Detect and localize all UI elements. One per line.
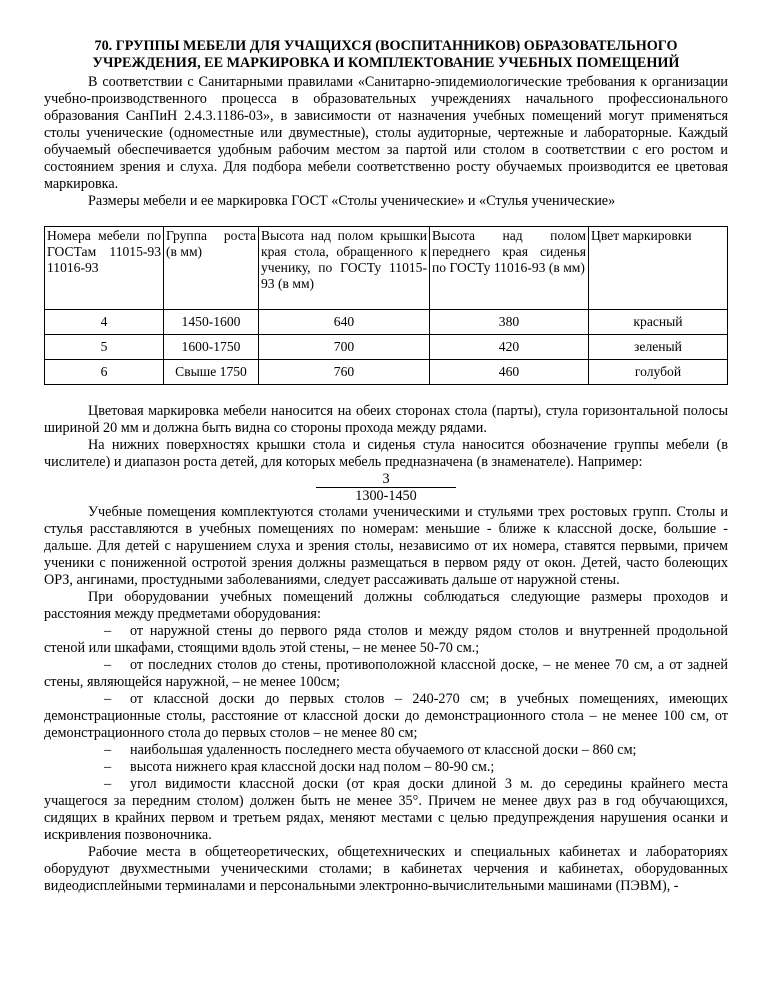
list-item	[44, 691, 728, 742]
table-cell: 760	[259, 360, 430, 385]
table-cell: 700	[259, 335, 430, 360]
table-cell: Свыше 1750	[164, 360, 259, 385]
document-title: 70. ГРУППЫ МЕБЕЛИ ДЛЯ УЧАЩИХСЯ (ВОСПИТАННИКОВ) ОБРАЗОВАТЕЛЬНОГО УЧРЕЖДЕНИЯ, ЕЕ МАРКИРОВКА И КОМПЛЕКТОВАНИЕ УЧЕБНЫХ ПОМЕЩЕНИЙ	[92, 38, 680, 71]
equipment-paragraph: При оборудовании учебных помещений должны соблюдаться следующие размеры проходов и расстояния между предметами оборудования:	[44, 589, 728, 622]
table-cell: красный	[589, 310, 728, 335]
list-item-text: от наружной стены до первого ряда столов и между рядом столов и внутренней продольной стеной или шкафами, стоящими вдоль этой стены, – не менее 50-70 см.;	[44, 623, 728, 656]
list-item-text: от последних столов до стены, противоположной классной доске, – не менее 70 см, а от задней стены, являющейся наружной, – не менее 100см;	[44, 657, 728, 690]
table-cell: 1450-1600	[164, 310, 259, 335]
fraction-numerator: 3	[316, 471, 456, 488]
workplaces-paragraph: Рабочие места в общетеоретических, общетехнических и специальных кабинетах и лабораториях оборудуют двухместными ученическими столами; в кабинетах черчения и кабинетах, оборудованных видеодисплейными терминалами и персональными электронно-вычислительными машинами (ПЭВМ), -	[44, 844, 728, 894]
list-item	[44, 742, 728, 759]
intro-paragraph: В соответствии с Санитарными правилами «Санитарно-эпидемиологические требования к организации учебно-производственного процесса в образовательных учреждениях начального профессионального образования СанПиН 2.4.3.1186-03», в зависимости от назначения учебных помещений могут применяться столы ученические (одноместные или двуместные), столы аудиторные, чертежные и лабораторные. Каждый обучаемый обеспечивается удобным рабочим местом за партой или столом в соответствии с его ростом и состоянием зрения и слуха. Для подбора мебели соответственно росту обучаемых производится ее цветовая маркировка.	[44, 74, 728, 192]
list-item	[44, 657, 728, 691]
table-row	[45, 335, 728, 360]
example-fraction	[44, 471, 728, 504]
list-item	[44, 759, 728, 776]
table-cell: 460	[430, 360, 589, 385]
header-marking-color: Цвет маркировки	[589, 227, 728, 310]
list-item-text: высота нижнего края классной доски над полом – 80-90 см.;	[130, 759, 495, 775]
table-cell: 380	[430, 310, 589, 335]
list-item-text: наибольшая удаленность последнего места обучаемого от классной доски – 860 см;	[130, 742, 637, 758]
dash-marker: –	[104, 759, 112, 775]
list-item-text: от классной доски до первых столов – 240-270 см; в учебных помещениях, имеющих демонстрационные столы, расстояние от классной доски до демонстрационного стола – не менее 100 см, от демонстрационного стола до первых столов – не менее 80 см;	[44, 691, 728, 741]
designation-paragraph: На нижних поверхностях крышки стола и сиденья стула наносится обозначение группы мебели (в числителе) и диапазон роста детей, для которых мебель предназначена (в знаменателе). Например:	[44, 437, 728, 470]
header-table-height: Высота над полом крышки края стола, обращенного к ученику, по ГОСТу 11015-93 (в мм)	[259, 227, 430, 310]
table-row	[45, 360, 728, 385]
marking-paragraph: Цветовая маркировка мебели наносится на обеих сторонах стола (парты), стула горизонтальной полосы шириной 20 мм и должна быть видна со стороны прохода между рядами.	[44, 403, 728, 436]
list-item	[44, 776, 728, 844]
list-item	[44, 623, 728, 657]
fraction-denominator: 1300-1450	[355, 488, 417, 504]
header-seat-height: Высота над полом переднего края сиденья по ГОСТу 11016-93 (в мм)	[430, 227, 589, 310]
table-row	[45, 310, 728, 335]
dash-marker: –	[104, 742, 112, 758]
furniture-table	[44, 226, 728, 385]
table-cell: 420	[430, 335, 589, 360]
table-cell: 6	[45, 360, 164, 385]
document-page	[44, 38, 728, 895]
list-item-text: угол видимости классной доски (от края доски длиной 3 м. до середины крайнего места учащегося за передним столом) должен быть не менее 35°. Причем не менее двух раз в год обучающихся, сидящих в крайних первом и третьем рядах, меняют местами с целью предупреждения нарушения осанки и искривления позвоночника.	[44, 776, 728, 843]
header-furniture-number: Номера мебели по ГОСТам 11015-93 11016-93	[45, 227, 164, 310]
dash-marker: –	[104, 776, 112, 792]
table-header-row	[45, 227, 728, 310]
table-cell: 1600-1750	[164, 335, 259, 360]
dash-marker: –	[104, 623, 112, 639]
table-caption: Размеры мебели и ее маркировка ГОСТ «Столы ученические» и «Стулья ученические»	[88, 193, 616, 209]
dash-marker: –	[104, 657, 112, 673]
table-cell: голубой	[589, 360, 728, 385]
dash-marker: –	[104, 691, 112, 707]
table-cell: зеленый	[589, 335, 728, 360]
table-cell: 5	[45, 335, 164, 360]
header-height-group: Группа роста (в мм)	[164, 227, 259, 310]
table-cell: 4	[45, 310, 164, 335]
rooms-paragraph: Учебные помещения комплектуются столами ученическими и стульями трех ростовых групп. Столы и стулья расставляются в учебных помещениях по номерам: меньшие - ближе к классной доске, большие - дальше. Для детей с нарушением слуха и зрения столы, независимо от их номера, ставятся первыми, причем ученики с пониженной остротой зрения должны размещаться в первом ряду от окон. Детей, часто болеющих ОРЗ, ангинами, простудными заболеваниями, следует рассаживать дальше от наружной стены.	[44, 504, 728, 588]
table-cell: 640	[259, 310, 430, 335]
